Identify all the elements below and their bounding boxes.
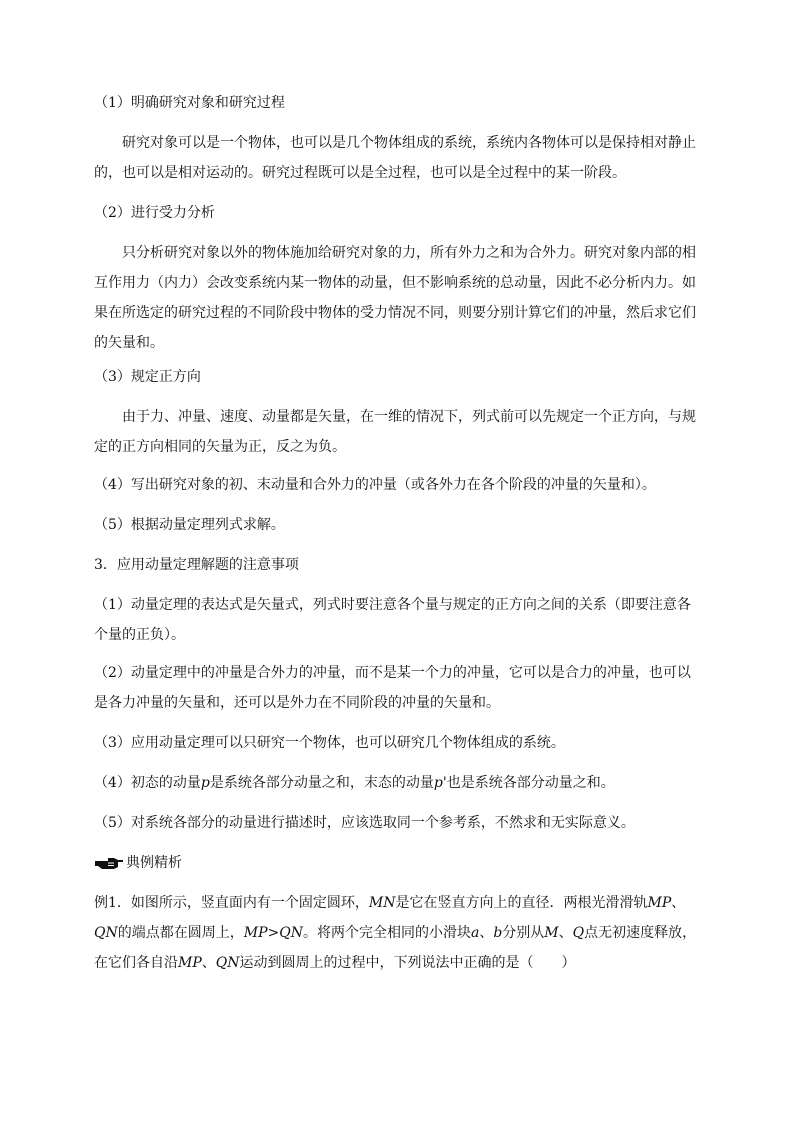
note-2: （2）动量定理中的冲量是合外力的冲量，而不是某一个力的冲量，它可以是合力的冲量，也可以是各力冲量的矢量和，还可以是外力在不同阶段的冲量的矢量和。: [94, 665, 691, 711]
section-5: （5）根据动量定理列式求解。: [94, 517, 285, 533]
section-1-body: 研究对象可以是一个物体，也可以是几个物体组成的系统，系统内各物体可以是保持相对静止的，也可以是相对运动的。研究过程既可以是全过程，也可以是全过程中的某一阶段。: [94, 135, 696, 181]
example-1-question: 例1．如图所示，竖直面内有一个固定圆环，MN是它在竖直方向上的直径．两根光滑滑轨MP、QN的端点都在圆周上，MP>QN。将两个完全相同的小滑块a、b分别从M、Q点无初速度释放，在它们各自沿MP、QN运动到圆周上的过程中，下列说法中正确的是（ ）: [94, 895, 697, 971]
note-5: （5）对系统各部分的动量进行描述时，应该选取同一个参考系，不然求和无实际意义。: [94, 815, 635, 831]
section-3-title: （3）规定正方向: [94, 369, 201, 385]
example-heading: [94, 848, 700, 878]
section-3-body: 由于力、冲量、速度、动量都是矢量，在一维的情况下，列式前可以先规定一个正方向，与规定的正方向相同的矢量为正，反之为负。: [94, 409, 696, 455]
section-1-title: （1）明确研究对象和研究过程: [94, 95, 285, 111]
section-4: （4）写出研究对象的初、末动量和合外力的冲量（或各外力在各个阶段的冲量的矢量和）。: [94, 477, 656, 493]
section-2-title: （2）进行受力分析: [94, 205, 215, 221]
note-3: （3）应用动量定理可以只研究一个物体，也可以研究几个物体组成的系统。: [94, 735, 565, 751]
note-1: （1）动量定理的表达式是矢量式，列式时要注意各个量与规定的正方向之间的关系（即要注意各个量的正负）。: [94, 597, 691, 643]
notes-heading: 3．应用动量定理解题的注意事项: [94, 557, 299, 573]
pointing-hand-icon: [94, 855, 124, 871]
example-heading-text: 典例精析: [126, 855, 182, 871]
note-4: （4）初态的动量p是系统各部分动量之和，末态的动量p'也是系统各部分动量之和。: [94, 775, 615, 791]
section-2-body: 只分析研究对象以外的物体施加给研究对象的力，所有外力之和为合外力。研究对象内部的相互作用力（内力）会改变系统内某一物体的动量，但不影响系统的总动量，因此不必分析内力。如果在所选定的研究过程的不同阶段中物体的受力情况不同，则要分别计算它们的冲量，然后求它们的矢量和。: [94, 245, 696, 351]
